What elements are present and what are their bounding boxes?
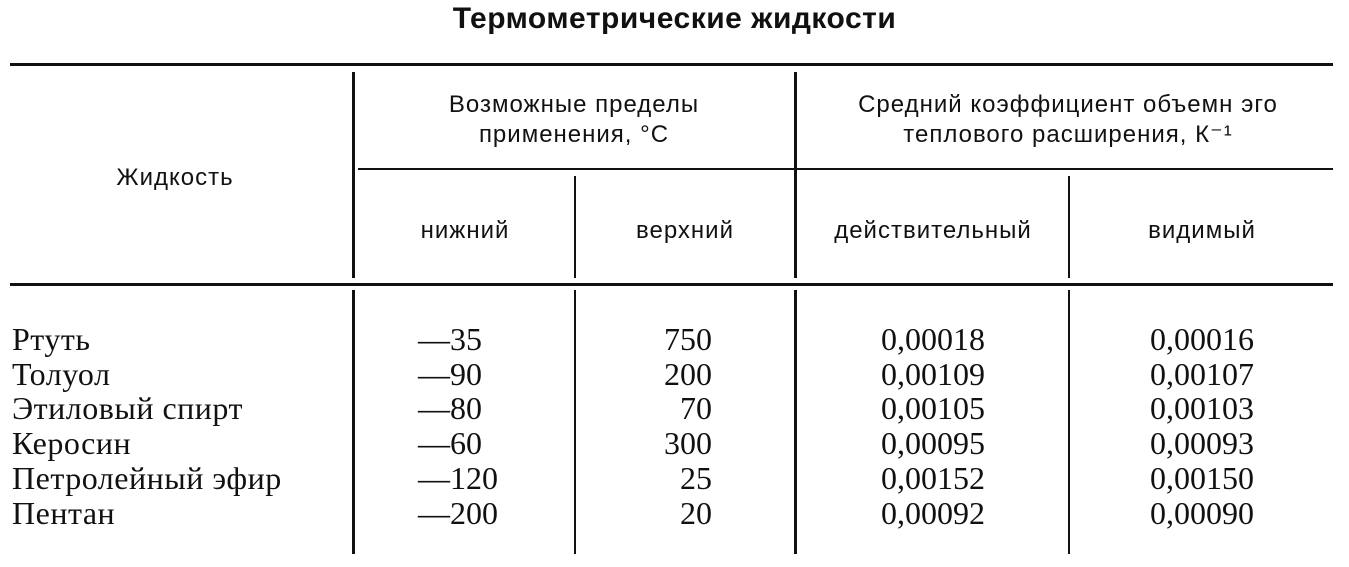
header-actual: действительный	[834, 217, 1032, 244]
cell-apparent: 0,00090	[1150, 494, 1254, 531]
header-limits-line-1: Возможные пределы	[448, 91, 700, 118]
cell-actual: 0,00092	[881, 494, 985, 531]
header-limits-line-2: применения, °С	[478, 121, 670, 148]
cell-liquid: Пентан	[12, 494, 116, 531]
cell-apparent: 0,00150	[1150, 459, 1254, 496]
header-upper: верхний	[636, 217, 734, 244]
cell-actual: 0,00109	[881, 355, 985, 392]
column-lower	[418, 322, 498, 530]
cell-liquid: Петролейный эфир	[12, 459, 282, 496]
table-title: Термометрические жидкости	[452, 2, 897, 35]
cell-lower: —120	[418, 459, 498, 496]
column-apparent	[1072, 322, 1332, 530]
cell-actual: 0,00018	[881, 321, 985, 357]
cell-upper: 200	[664, 355, 712, 392]
cell-lower: —60	[418, 425, 482, 462]
cell-upper: 300	[664, 425, 712, 462]
cell-lower: —90	[418, 355, 482, 392]
col-divider-liquid-header	[352, 72, 355, 278]
cell-apparent: 0,00107	[1150, 355, 1254, 392]
cell-lower: —200	[418, 494, 498, 531]
col-divider-lower-upper-body	[574, 290, 576, 554]
col-divider-groups-header	[794, 72, 797, 278]
column-actual	[800, 322, 1066, 530]
cell-apparent: 0,00016	[1150, 321, 1254, 357]
header-liquid: Жидкость	[116, 164, 234, 191]
cell-upper: 20	[680, 494, 712, 531]
cell-lower: —35	[418, 321, 482, 357]
header-apparent: видимый	[1148, 217, 1256, 244]
cell-liquid: Ртуть	[12, 321, 91, 357]
cell-upper: 750	[664, 321, 712, 357]
col-divider-liquid-body	[352, 290, 355, 554]
header-bottom-rule	[10, 283, 1333, 286]
cell-liquid: Этиловый спирт	[12, 390, 243, 427]
col-divider-actual-apparent-body	[1068, 290, 1070, 554]
cell-liquid: Керосин	[12, 425, 132, 462]
header-coef-line-1: Средний коэффициент объемн эго	[858, 91, 1278, 118]
cell-upper: 70	[680, 390, 712, 427]
header-lower: нижний	[420, 217, 510, 244]
header-coef-group	[800, 90, 1336, 150]
column-upper	[600, 322, 712, 530]
top-rule	[10, 63, 1333, 66]
header-coef-line-2: теплового расширения, К⁻¹	[903, 121, 1233, 148]
header-group-rule	[358, 168, 1333, 170]
col-divider-actual-apparent-header	[1068, 176, 1070, 278]
cell-apparent: 0,00103	[1150, 390, 1254, 427]
cell-apparent: 0,00093	[1150, 425, 1254, 462]
column-liquid	[12, 322, 282, 530]
cell-actual: 0,00152	[881, 459, 985, 496]
header-limits-group	[358, 90, 790, 150]
cell-actual: 0,00095	[881, 425, 985, 462]
col-divider-lower-upper-header	[574, 176, 576, 278]
cell-upper: 25	[680, 459, 712, 496]
cell-lower: —80	[418, 390, 482, 427]
cell-actual: 0,00105	[881, 390, 985, 427]
cell-liquid: Толуол	[12, 355, 111, 392]
col-divider-groups-body	[794, 290, 797, 554]
